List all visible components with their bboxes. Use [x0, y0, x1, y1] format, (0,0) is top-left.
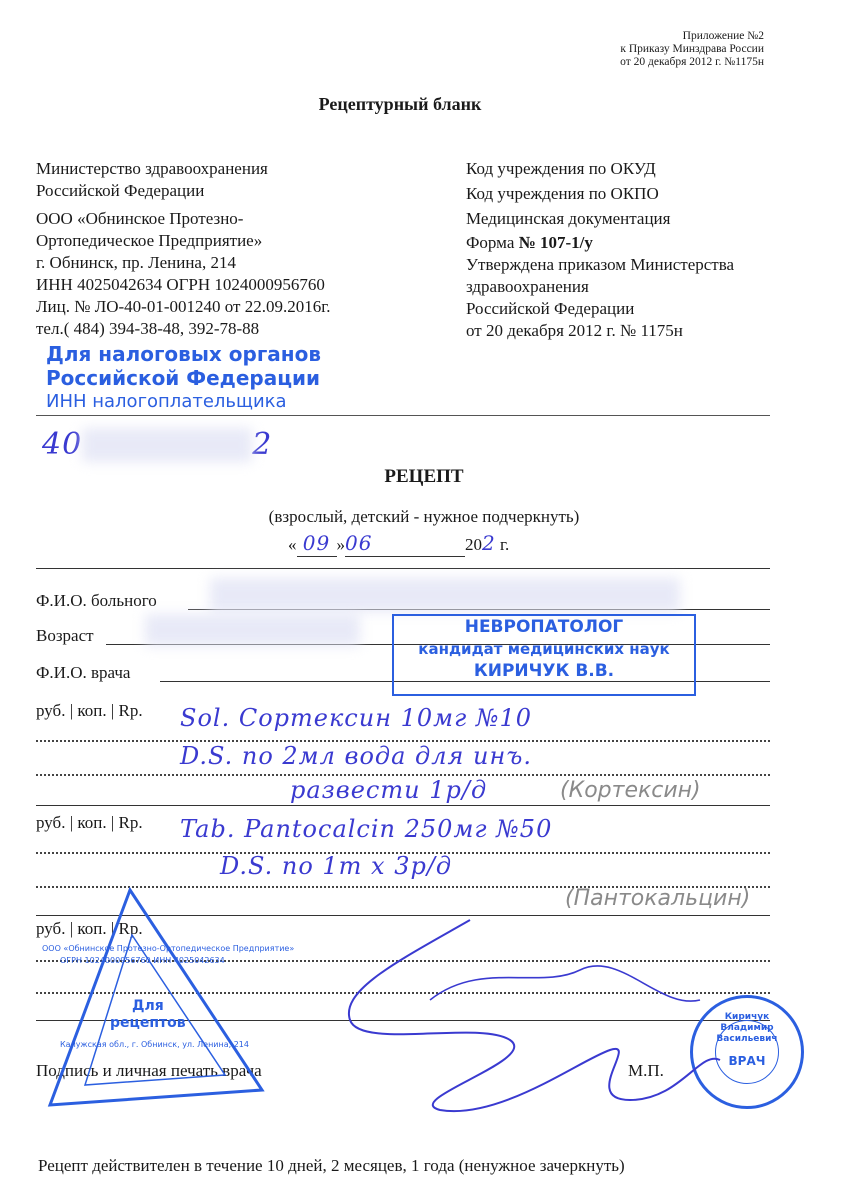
triangle-stamp-side2: ОГРН 1024000956760 ИНН 4025042634 [60, 956, 225, 965]
age-note: (взрослый, детский - нужное подчеркнуть) [268, 507, 580, 526]
okpo-label: Код учреждения по ОКПО [466, 184, 659, 203]
org-inn: ИНН 4025042634 ОГРН 1024000956760 [36, 275, 325, 294]
divider [36, 415, 770, 416]
validity-note: Рецепт действителен в течение 10 дней, 2 месяцев, 1 года (ненужное зачеркнуть) [38, 1156, 625, 1175]
doctor-stamp-line: кандидат медицинских наук [418, 640, 670, 658]
rx1-line2: D.S. по 2мл вода для инъ. [180, 742, 532, 770]
doctor-stamp-line: НЕВРОПАТОЛОГ [464, 617, 624, 637]
rx2-line2: D.S. по 1т х 3р/д [220, 852, 453, 880]
rx2-pencil-note: (Пантокальцин) [565, 886, 751, 911]
redacted-age [145, 614, 360, 646]
okud-label: Код учреждения по ОКУД [466, 159, 656, 178]
inn-end: 2 [252, 427, 273, 462]
form-number: № 107-1/у [518, 233, 593, 252]
institution-block [36, 158, 331, 340]
header-note-line: от 20 декабря 2012 г. №1175н [620, 56, 764, 68]
date-row [288, 532, 509, 557]
tax-stamp-line: ИНН налогоплательщика [46, 391, 287, 412]
header-note-line: Приложение №2 [682, 30, 764, 42]
ministry: Российской Федерации [36, 181, 205, 200]
tax-stamp-line: Для налоговых органов [46, 342, 321, 366]
med-doc-label: Медицинская документация [466, 209, 671, 228]
approved-line: от 20 декабря 2012 г. № 1175н [466, 321, 683, 340]
triangle-stamp-base: Калужская обл., г. Обнинск, ул. Ленина, 214 [60, 1040, 249, 1049]
ministry: Министерство здравоохранения [36, 159, 268, 178]
rx-label-1: руб. | коп. | Rp. [36, 701, 143, 720]
tax-stamp [46, 342, 321, 414]
form-label: Форма [466, 233, 519, 252]
divider [36, 805, 770, 806]
date-open: « [288, 535, 297, 554]
inn-start: 40 [42, 427, 83, 462]
doctor-stamp-line: КИРИЧУК В.В. [473, 661, 615, 681]
divider [36, 568, 770, 569]
form-info-block [466, 158, 734, 342]
recipe-title: РЕЦЕПТ [384, 466, 464, 487]
org-phone: тел.( 484) 394-38-48, 392-78-88 [36, 319, 260, 338]
date-month: 06 [345, 531, 373, 555]
triangle-stamp-side1: ООО «Обнинское Протезно-Ортопедическое Предприятие» [42, 944, 295, 953]
tax-stamp-line: Российской Федерации [46, 366, 321, 390]
rx-label-2: руб. | коп. | Rp. [36, 813, 143, 832]
approved-line: Утверждена приказом Министерства [466, 255, 735, 274]
date-day: 09 [302, 531, 331, 555]
date-year-suffix: г. [499, 535, 510, 554]
rx1-line3: развести 1р/д [290, 776, 488, 804]
doctor-label: Ф.И.О. врача [36, 663, 131, 682]
rx2-line1: Tab. Pantocalcin 250мг №50 [180, 815, 553, 843]
org-address: г. Обнинск, пр. Ленина, 214 [36, 253, 236, 272]
signature-label: Подпись и личная печать врача [36, 1061, 262, 1080]
date-close: » [336, 535, 345, 554]
redacted-patient-name [210, 578, 680, 612]
redacted-inn [82, 428, 252, 462]
signature [280, 900, 740, 1130]
org-name: ООО «Обнинское Протезно- [36, 209, 244, 228]
mp-label: М.П. [628, 1061, 664, 1080]
triangle-stamp-center [110, 998, 186, 1032]
org-license: Лиц. № ЛО-40-01-001240 от 22.09.2016г. [36, 297, 331, 316]
header-note [620, 30, 764, 69]
approved-line: здравоохранения [466, 277, 589, 296]
triangle-stamp-text: рецептов [110, 1015, 186, 1031]
triangle-stamp-text: Для [131, 998, 164, 1014]
doctor-stamp [392, 614, 696, 696]
rx-label-3: руб. | коп. | Rp. [36, 919, 143, 938]
rx1-line1: Sol. Сортексин 10мг №10 [180, 704, 533, 732]
patient-label: Ф.И.О. больного [36, 591, 157, 610]
approved-line: Российской Федерации [466, 299, 635, 318]
round-stamp-center: ВРАЧ [728, 1054, 766, 1068]
form-title: Рецептурный бланк [318, 94, 482, 114]
round-stamp-ring: Киричук Владимир Васильевич [716, 1012, 778, 1044]
org-name: Ортопедическое Предприятие» [36, 231, 263, 250]
age-label: Возраст [36, 626, 94, 645]
date-year-prefix: 20 [465, 535, 482, 554]
date-year: 2 [482, 531, 496, 555]
rx1-pencil-note: (Кортексин) [560, 778, 701, 803]
header-note-line: к Приказу Минздрава России [620, 43, 764, 55]
